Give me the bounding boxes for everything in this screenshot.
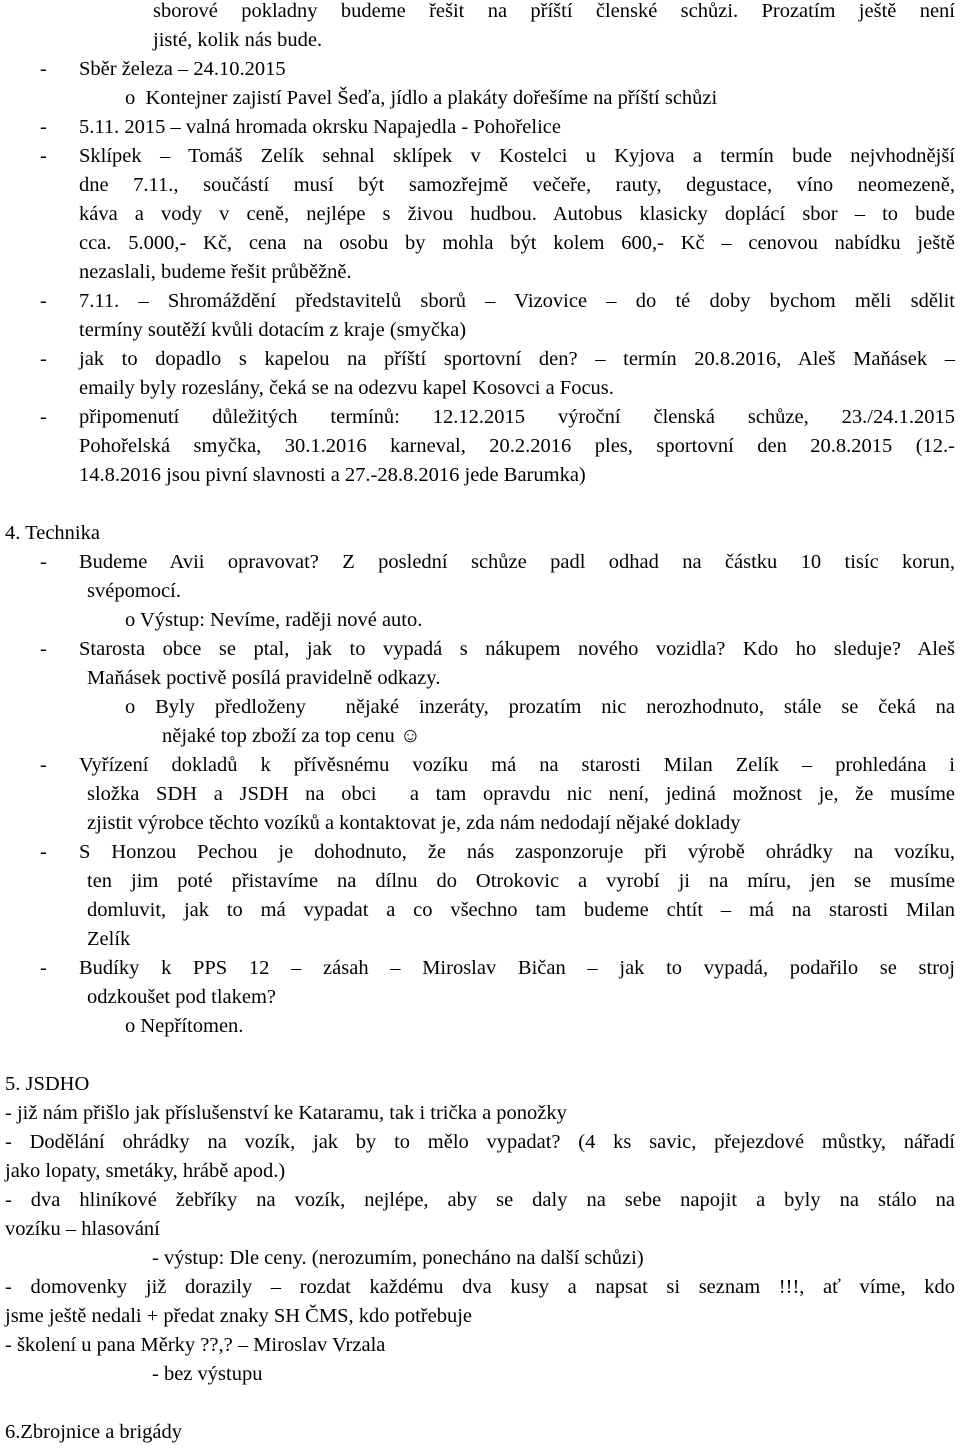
list-dash: - xyxy=(40,116,47,138)
list-item: Budíky k PPS 12 – zásah – Miroslav Bičan – jak to vypadá, podařilo se stroj xyxy=(79,957,955,979)
list-item: - Dodělání ohrádky na vozík, jak by to mělo vypadat? (4 ks savic, přejezdové můstky, nářadí xyxy=(5,1131,955,1153)
list-item-cont: emaily byly rozeslány, čeká se na odezvu kapel Kosovci a Focus. xyxy=(79,377,614,399)
list-item-cont: nezaslali, budeme řešit průběžně. xyxy=(79,261,352,283)
list-item: - domovenky již dorazily – rozdat každému dva kusy a napsat si seznam !!!, ať víme, kdo xyxy=(5,1276,955,1298)
list-item: Budeme Avii opravovat? Z poslední schůze padl odhad na částku 10 tisíc korun, xyxy=(79,551,955,573)
list-item-cont: Pohořelská smyčka, 30.1.2016 karneval, 20.2.2016 ples, sportovní den 20.8.2015 (12.- xyxy=(79,435,955,457)
list-item-cont: ten jim poté přistavíme na dílnu do Otrokovic a vyrobí ji na míru, jen se musíme xyxy=(87,870,955,892)
list-item-cont: jako lopaty, smetáky, hrábě apod.) xyxy=(5,1160,286,1182)
outcome-line: - výstup: Dle ceny. (nerozumím, ponecháno na další schůzi) xyxy=(152,1247,644,1269)
list-item: Sklípek – Tomáš Zelík sehnal sklípek v Kostelci u Kyjova a termín bude nejvhodnější xyxy=(79,145,955,167)
list-item-cont: termíny soutěží kvůli dotacím z kraje (smyčka) xyxy=(79,319,467,341)
list-dash: - xyxy=(40,406,47,428)
sub-list-item: o Byly předloženy nějaké inzeráty, prozatím nic nerozhodnuto, stále se čeká na xyxy=(125,696,955,718)
list-dash: - xyxy=(40,841,47,863)
section-heading: 4. Technika xyxy=(5,522,100,544)
text-line: jisté, kolik nás bude. xyxy=(153,29,323,51)
list-item: 5.11. 2015 – valná hromada okrsku Napajedla - Pohořelice xyxy=(79,116,561,138)
list-dash: - xyxy=(40,638,47,660)
list-item-cont: domluvit, jak to má vypadat a co všechno tam budeme chtít – má na starosti Milan xyxy=(87,899,955,921)
sub-list-item: o Kontejner zajistí Pavel Šeďa, jídlo a plakáty dořešíme na příští schůzi xyxy=(125,87,718,109)
outcome-line: - bez výstupu xyxy=(152,1363,263,1385)
list-item: Starosta obce se ptal, jak to vypadá s nákupem nového vozidla? Kdo ho sleduje? Aleš xyxy=(79,638,955,660)
list-item: S Honzou Pechou je dohodnuto, že nás zasponzoruje při výrobě ohrádky na vozíku, xyxy=(79,841,955,863)
list-item-cont: dne 7.11., součástí musí být samozřejmě večeře, rauty, degustace, víno neomezeně, xyxy=(79,174,955,196)
list-item: jak to dopadlo s kapelou na příští sportovní den? – termín 20.8.2016, Aleš Maňásek – xyxy=(79,348,955,370)
list-item-cont: odzkoušet pod tlakem? xyxy=(87,986,277,1008)
list-item-cont: jsme ještě nedali + předat znaky SH ČMS, kdo potřebuje xyxy=(5,1305,473,1327)
list-dash: - xyxy=(40,957,47,979)
text-line: sborové pokladny budeme řešit na příští členské schůzi. Prozatím ještě není xyxy=(153,0,955,22)
sub-list-item: o Výstup: Nevíme, raději nové auto. xyxy=(125,609,423,631)
list-item-cont: zjistit výrobce těchto vozíků a kontaktovat je, zda nám nedodají nějaké doklady xyxy=(87,812,741,834)
list-item-cont: Maňásek poctivě posílá pravidelně odkazy. xyxy=(87,667,441,689)
list-dash: - xyxy=(40,754,47,776)
list-item-cont: složka SDH a JSDH na obci a tam opravdu nic není, jediná možnost je, že musíme xyxy=(87,783,955,805)
list-item: připomenutí důležitých termínů: 12.12.2015 výroční členská schůze, 23./24.1.2015 xyxy=(79,406,955,428)
list-dash: - xyxy=(40,58,47,80)
list-dash: - xyxy=(40,145,47,167)
list-item-cont: káva a vody v ceně, nejlépe s živou hudbou. Autobus klasicky doplácí sbor – to bude xyxy=(79,203,955,225)
list-item: 7.11. – Shromáždění představitelů sborů – Vizovice – do té doby bychom měli sdělit xyxy=(79,290,955,312)
section-heading: 5. JSDHO xyxy=(5,1073,90,1095)
list-item: - školení u pana Měrky ??,? – Miroslav Vrzala xyxy=(5,1334,386,1356)
list-item: Sběr železa – 24.10.2015 xyxy=(79,58,286,80)
list-item-cont: vozíku – hlasování xyxy=(5,1218,160,1240)
list-item-cont: 14.8.2016 jsou pivní slavnosti a 27.-28.8.2016 jede Barumka) xyxy=(79,464,586,486)
list-dash: - xyxy=(40,290,47,312)
list-item-cont: cca. 5.000,- Kč, cena na osobu by mohla být kolem 600,- Kč – cenovou nabídku ještě xyxy=(79,232,955,254)
sub-list-item: o Nepřítomen. xyxy=(125,1015,244,1037)
section-heading: 6.Zbrojnice a brigády xyxy=(5,1421,183,1443)
list-item: - již nám přišlo jak příslušenství ke Kataramu, tak i trička a ponožky xyxy=(5,1102,567,1124)
list-item-cont: Zelík xyxy=(87,928,131,950)
list-item-cont: svépomocí. xyxy=(87,580,181,602)
list-item: Vyřízení dokladů k přívěsnému vozíku má na starosti Milan Zelík – prohledána i xyxy=(79,754,955,776)
sub-list-item-cont: nějaké top zboží za top cenu ☺ xyxy=(162,725,421,747)
list-dash: - xyxy=(40,348,47,370)
list-dash: - xyxy=(40,551,47,573)
list-item: - dva hliníkové žebříky na vozík, nejlépe, aby se daly na sebe napojit a byly na stálo na xyxy=(5,1189,955,1211)
